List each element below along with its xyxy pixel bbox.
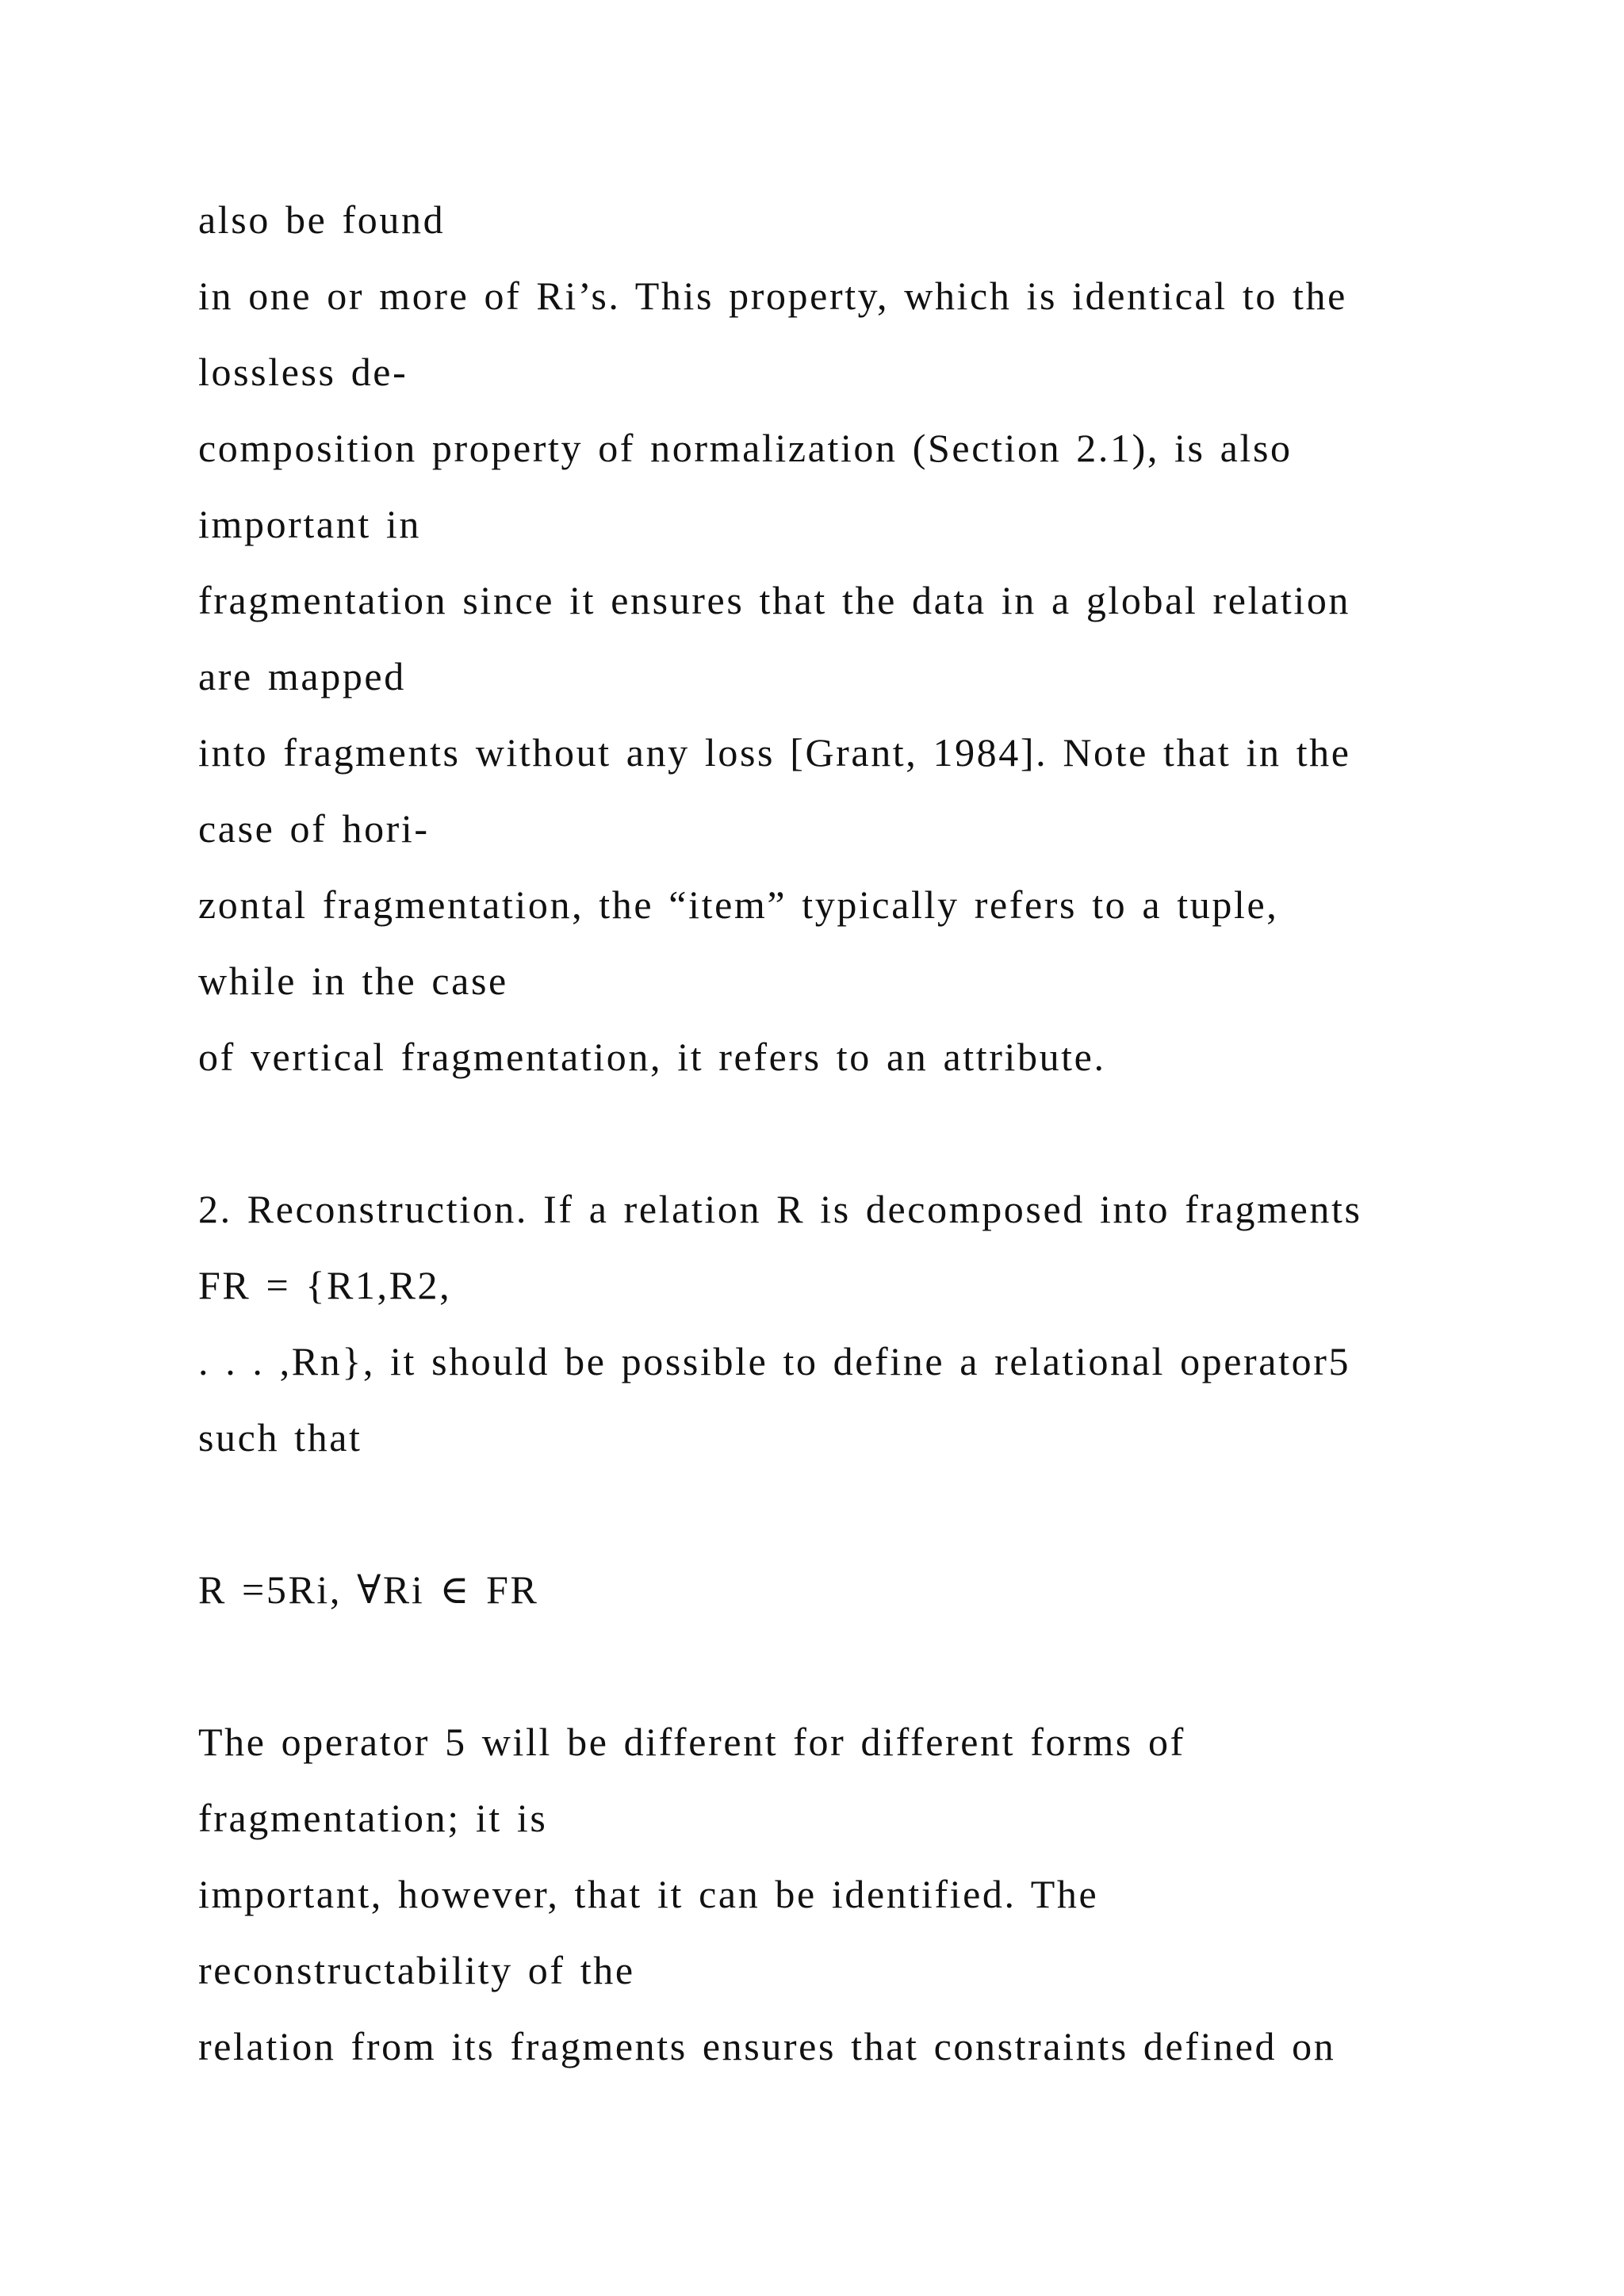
text-line: important, however, that it can be identified. The <box>198 1872 1099 1916</box>
text-line: zontal fragmentation, the “item” typically refers to a tuple, <box>198 882 1279 927</box>
text-line: fragmentation since it ensures that the data in a global relation <box>198 578 1351 622</box>
text-line: case of hori- <box>198 806 430 851</box>
text-line: important in <box>198 502 422 546</box>
text-line: also be found <box>198 197 446 242</box>
text-line: such that <box>198 1415 362 1460</box>
text-line: relation from its fragments ensures that constraints defined on <box>198 2024 1336 2068</box>
text-line: fragmentation; it is <box>198 1796 548 1840</box>
text-line: The operator 5 will be different for different forms of <box>198 1720 1185 1764</box>
section-heading-line: 2. Reconstruction. If a relation R is decomposed into fragments <box>198 1187 1362 1231</box>
text-line: are mapped <box>198 654 406 698</box>
text-line: of vertical fragmentation, it refers to an attribute. <box>198 1035 1106 1079</box>
text-line: lossless de- <box>198 350 408 394</box>
text-line: in one or more of Ri’s. This property, which is identical to the <box>198 274 1347 318</box>
text-line: into fragments without any loss [Grant, 1984]. Note that in the <box>198 730 1351 775</box>
text-line: composition property of normalization (Section 2.1), is also <box>198 426 1293 470</box>
text-line: FR = {R1,R2, <box>198 1263 452 1307</box>
formula-line: R =5Ri, ∀Ri ∈ FR <box>198 1567 539 1612</box>
text-line: reconstructability of the <box>198 1948 635 1992</box>
text-line: while in the case <box>198 959 508 1003</box>
text-line: . . . ,Rn}, it should be possible to define a relational operator5 <box>198 1339 1351 1383</box>
